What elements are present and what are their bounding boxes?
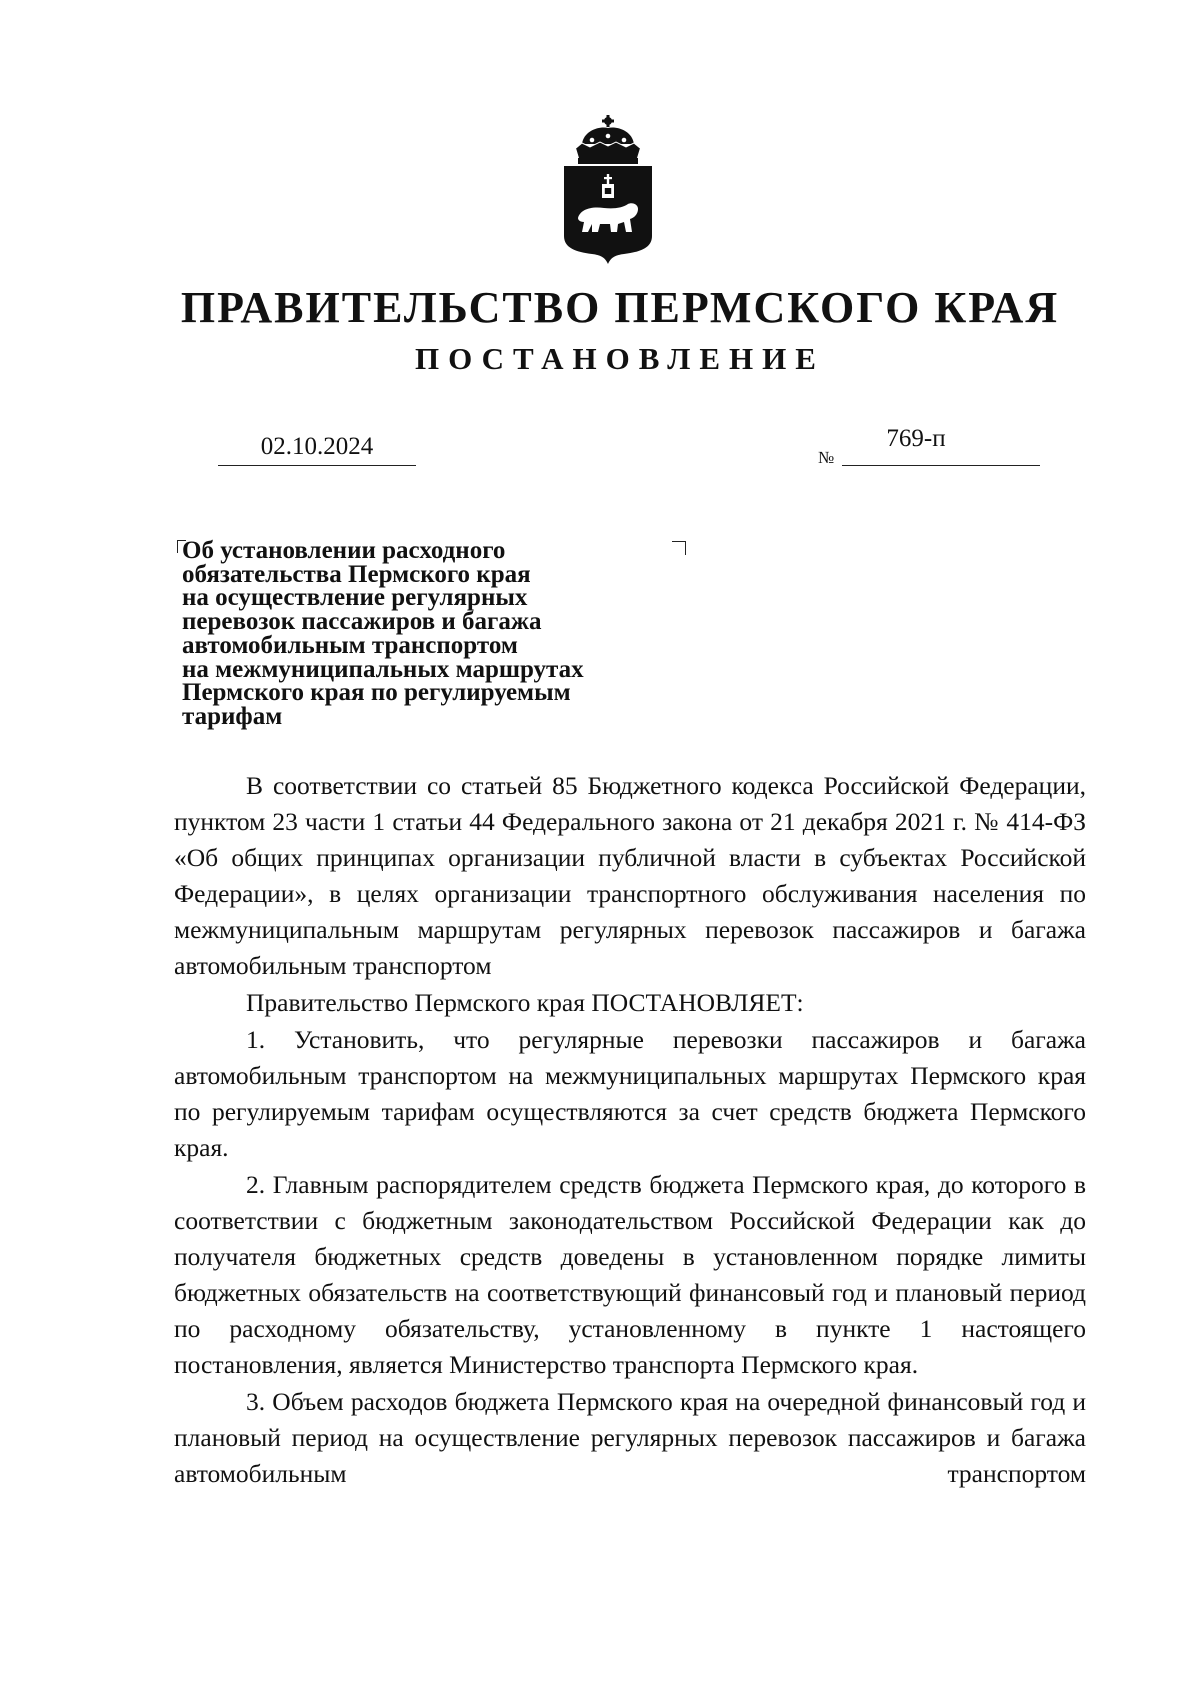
number-sign: № (818, 448, 835, 467)
date-field (218, 423, 416, 466)
subject-line: Пермского края по регулируемым (182, 679, 571, 707)
coat-of-arms-icon (560, 114, 656, 266)
document-subject (182, 539, 652, 729)
subject-line: автомобильным транспортом (182, 631, 518, 659)
subject-line: на осуществление регулярных (182, 584, 528, 612)
number-field (842, 423, 1040, 466)
document-number: 769-п (886, 425, 946, 452)
organization-title: ПРАВИТЕЛЬСТВО ПЕРМСКОГО КРАЯ (180, 283, 1060, 332)
subject-line: перевозок пассажиров и багажа (182, 608, 542, 636)
item-1-paragraph: 1. Установить, что регулярные перевозки пассажиров и багажа автомобильным транспортом на межмуниципальных маршрутах Пермского края по регулируемым тарифам осуществляются за счет средств бюджета Пермского края. (174, 1025, 1086, 1162)
subject-line: на межмуниципальных маршрутах (182, 655, 584, 683)
subject-line: обязательства Пермского края (182, 560, 531, 588)
subject-corner-right (672, 541, 686, 555)
item-2-paragraph: 2. Главным распорядителем средств бюджета Пермского края, до которого в соответствии с бюджетным законодательством Российской Федерации как до получателя бюджетных средств доведены в установленном порядке лимиты бюджетных обязательств на соответствующий финансовый год и плановый период по расходному обязательству, установленному в пункте 1 настоящего постановления, является Министерство транспорта Пермского края. (174, 1170, 1086, 1379)
subject-line: Об установлении расходного (182, 537, 506, 564)
document-body (174, 768, 1086, 1493)
document-date: 02.10.2024 (260, 433, 374, 460)
subject-line: тарифам (182, 702, 283, 730)
item-3-paragraph: 3. Объем расходов бюджета Пермского края на очередной финансовый год и плановый период на осуществление регулярных перевозок пассажиров и багажа автомобильным транспортом (174, 1387, 1086, 1488)
resolution-clause: Правительство Пермского края ПОСТАНОВЛЯЕТ: (246, 988, 804, 1017)
preamble-paragraph: В соответствии со статьей 85 Бюджетного кодекса Российской Федерации, пунктом 23 части 1 статьи 44 Федерального закона от 21 декабря 2021 г. № 414-ФЗ «Об общих принципах организации публичной власти в субъектах Российской Федерации», в целях организации транспортного обслуживания населения по межмуниципальным маршрутам регулярных перевозок пассажиров и багажа автомобильным транспортом (174, 771, 1086, 980)
document-type-title: ПОСТАНОВЛЕНИЕ (415, 341, 825, 376)
